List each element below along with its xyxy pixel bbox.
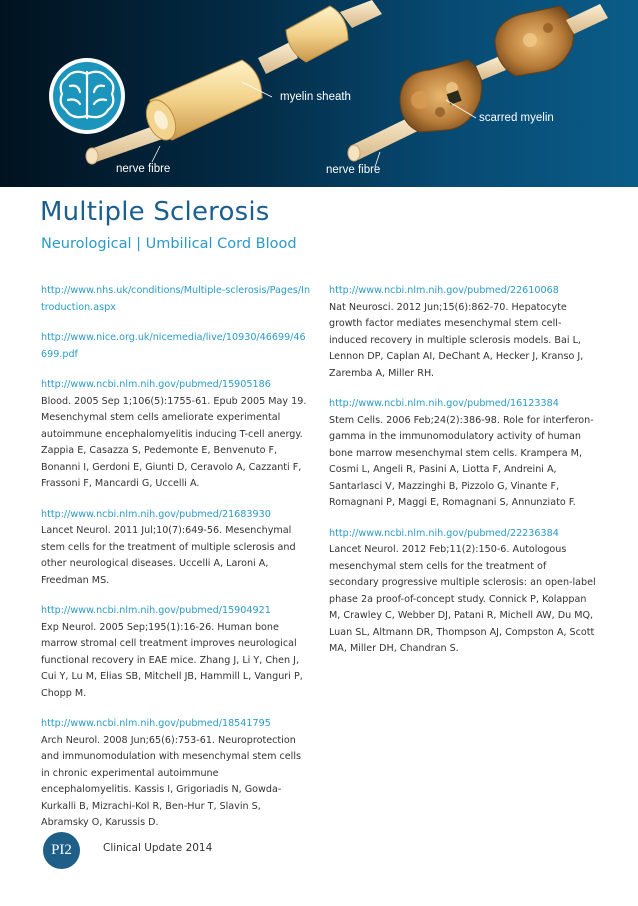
scarred-myelin-label: scarred myelin [479,112,554,124]
myelin-sheath-shape [141,0,382,144]
myelin-sheath-label: myelin sheath [280,91,351,103]
reference-citation: Stem Cells. 2006 Feb;24(2):386-98. Role for interferon-gamma in the immunomodulatory activity of human bone marrow mesenchymal stem cells. Krampera M, Cosmi L, Angeli R, Pasini A, Liotta F, Andreini A, Santarlasci V, Mazzinghi B, Pizzolo G, Vinante F, Romagnani P, Maggi E, Romagnani S, Annunziato F. [329,414,594,508]
reference-link[interactable]: http://www.ncbi.nlm.nih.gov/pubmed/21683930 [41,508,271,520]
reference-link[interactable]: http://www.ncbi.nlm.nih.gov/pubmed/15904921 [41,605,271,616]
reference-link[interactable]: http://www.ncbi.nlm.nih.gov/pubmed/15905186 [41,379,271,390]
brain-icon [49,58,125,134]
reference-item [41,716,311,832]
references-left-column [41,283,311,846]
reference-item [41,603,311,702]
page-title: Multiple Sclerosis [40,197,270,227]
footer-text: Clinical Update 2014 [103,842,213,854]
reference-item [41,283,311,316]
reference-item [329,396,597,512]
reference-item [41,507,311,590]
reference-citation: Lancet Neurol. 2012 Feb;11(2):150-6. Autologous mesenchymal stem cells for the treatment of secondary progressive multiple sclerosis: an open-label phase 2a proof-of-concept study. Connick P, Kolappan M, Crawley C, Webber DJ, Patani R, Michell AW, Du MQ, Luan SL, Altmann DR, Thompson AJ, Compston A, Scott MA, Miller DH, Chandran S. [329,544,596,654]
nerve-fibre-label: nerve fibre [326,164,381,176]
reference-link[interactable]: http://www.ncbi.nlm.nih.gov/pubmed/18541795 [41,718,271,729]
reference-citation: Arch Neurol. 2008 Jun;65(6):753-61. Neuroprotection and immunomodulation with mesenchymal stem cells in chronic experimental autoimmune encephalomyelitis. Kassis I, Grigoriadis N, Gowda-Kurkalli B, Mizrachi-Kol R, Ben-Hur T, Slavin S, Abramsky O, Karussis D. [41,734,302,828]
reference-link[interactable]: http://www.ncbi.nlm.nih.gov/pubmed/22610068 [329,285,559,296]
reference-citation: Exp Neurol. 2005 Sep;195(1):16-26. Human bone marrow stromal cell treatment improves neurological functional recovery in EAE mice. Zhang J, Li Y, Chen J, Cui Y, Lu M, Elias SB, Mitchell JB, Hammill L, Vanguri P, Chopp M. [41,621,303,699]
logo-text: PI2 [51,842,72,858]
reference-link[interactable]: http://www.nhs.uk/conditions/Multiple-sclerosis/Pages/Introduction.aspx [41,285,311,313]
reference-item [329,283,597,382]
header-banner [0,0,638,187]
references-right-column [329,283,597,672]
nerve-fibre-label: nerve fibre [116,163,171,175]
reference-link[interactable]: http://www.nice.org.uk/nicemedia/live/10930/46699/46699.pdf [41,332,306,360]
reference-item [329,526,597,658]
reference-link[interactable]: http://www.ncbi.nlm.nih.gov/pubmed/22236384 [329,527,559,539]
reference-item [41,330,311,363]
reference-citation: Nat Neurosci. 2012 Jun;15(6):862-70. Hepatocyte growth factor mediates mesenchymal stem cell-induced recovery in multiple sclerosis models. Bai L, Lennon DP, Caplan AI, DeChant A, Hecker J, Kranso J, Zaremba A, Miller RH. [329,301,584,379]
reference-citation: Blood. 2005 Sep 1;106(5):1755-61. Epub 2005 May 19. Mesenchymal stem cells ameliorate experimental autoimmune encephalomyelitis inducing T-cell anergy. Zappia E, Casazza S, Pedemonte E, Benvenuto F, Bonanni I, Gerdoni E, Giunti D, Ceravolo A, Cazzanti F, Frassoni F, Mancardi G, Uccelli A. [41,395,307,489]
pi2-logo [43,832,80,869]
reference-citation: Lancet Neurol. 2011 Jul;10(7):649-56. Mesenchymal stem cells for the treatment of multiple sclerosis and other neurological diseases. Uccelli A, Laroni A, Freedman MS. [41,525,296,586]
page-subtitle: Neurological | Umbilical Cord Blood [41,236,297,252]
reference-item [41,377,311,493]
reference-link[interactable]: http://www.ncbi.nlm.nih.gov/pubmed/16123384 [329,398,559,409]
